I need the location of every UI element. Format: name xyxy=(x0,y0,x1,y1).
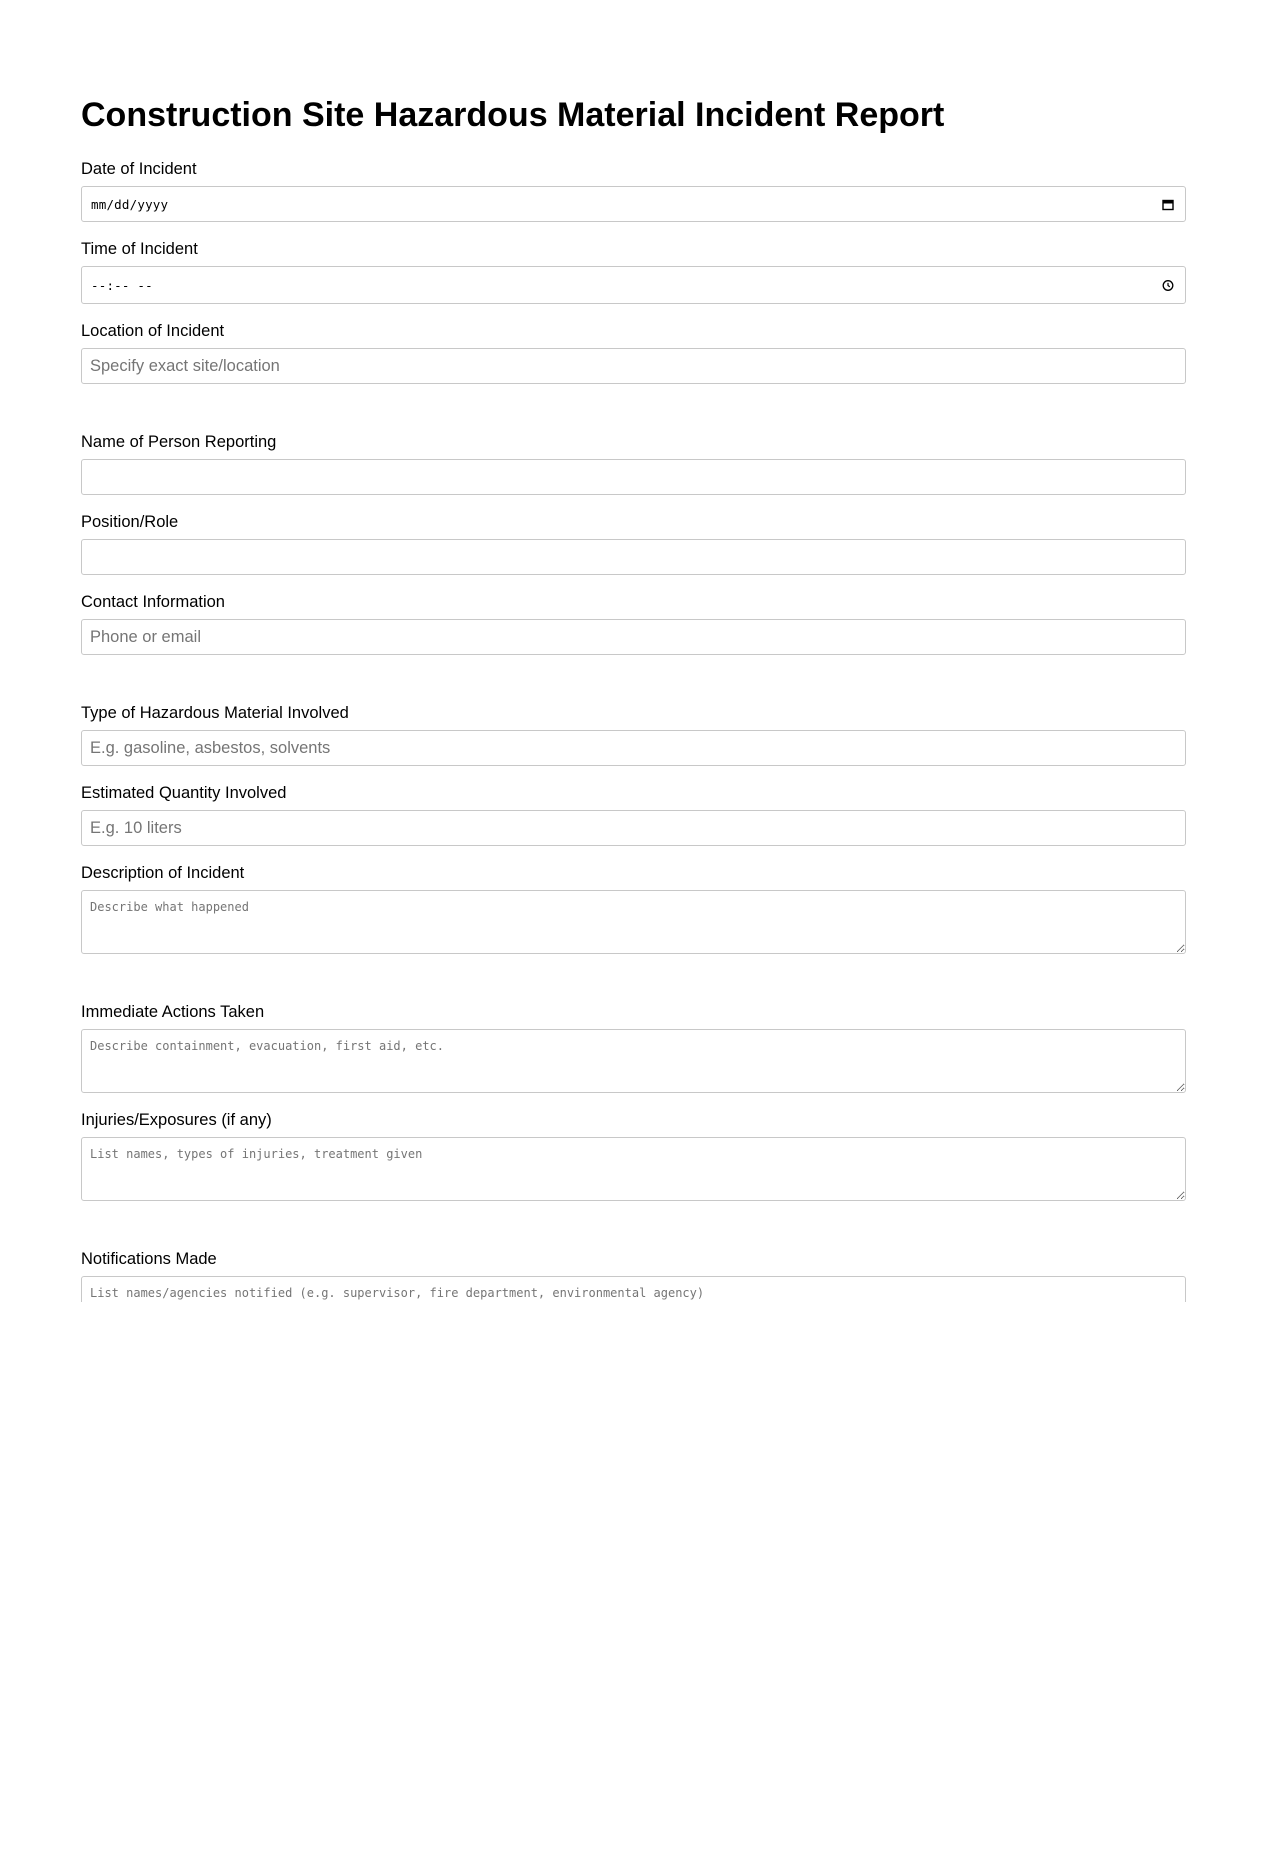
material-type-label: Type of Hazardous Material Involved xyxy=(81,704,349,722)
date-label: Date of Incident xyxy=(81,160,197,178)
clock-icon[interactable] xyxy=(1161,279,1174,292)
reporter-name-label: Name of Person Reporting xyxy=(81,433,277,451)
position-field-group xyxy=(81,512,1186,575)
actions-label: Immediate Actions Taken xyxy=(81,1003,265,1021)
calendar-icon[interactable] xyxy=(1161,198,1174,211)
injuries-textarea[interactable] xyxy=(81,1137,1186,1201)
position-input[interactable] xyxy=(81,539,1186,575)
description-field-group xyxy=(81,863,1186,954)
material-type-input[interactable] xyxy=(81,730,1186,766)
time-field-group xyxy=(81,239,1186,304)
quantity-label: Estimated Quantity Involved xyxy=(81,784,287,802)
position-label: Position/Role xyxy=(81,513,179,531)
date-value: mm/dd/yyyy xyxy=(91,196,169,212)
time-value: --:-- -- xyxy=(91,277,153,293)
reporter-name-field-group xyxy=(81,432,1186,495)
date-input[interactable] xyxy=(81,186,1186,222)
contact-label: Contact Information xyxy=(81,593,225,611)
location-input[interactable] xyxy=(81,348,1186,384)
contact-field-group xyxy=(81,592,1186,655)
notifications-label: Notifications Made xyxy=(81,1250,217,1268)
time-label: Time of Incident xyxy=(81,240,198,258)
injuries-field-group xyxy=(81,1110,1186,1201)
notifications-field-group xyxy=(81,1249,1186,1302)
location-field-group xyxy=(81,321,1186,384)
reporter-name-input[interactable] xyxy=(81,459,1186,495)
injuries-label: Injuries/Exposures (if any) xyxy=(81,1111,272,1129)
description-label: Description of Incident xyxy=(81,864,245,882)
quantity-field-group xyxy=(81,783,1186,846)
incident-report-form xyxy=(81,92,1186,1302)
location-label: Location of Incident xyxy=(81,322,225,340)
actions-textarea[interactable] xyxy=(81,1029,1186,1093)
actions-field-group xyxy=(81,1002,1186,1093)
description-textarea[interactable] xyxy=(81,890,1186,954)
material-type-field-group xyxy=(81,703,1186,766)
page-title: Construction Site Hazardous Material Incident Report xyxy=(81,96,945,134)
time-input[interactable] xyxy=(81,266,1186,304)
date-field-group xyxy=(81,159,1186,222)
contact-input[interactable] xyxy=(81,619,1186,655)
quantity-input[interactable] xyxy=(81,810,1186,846)
notifications-textarea[interactable] xyxy=(81,1276,1186,1302)
